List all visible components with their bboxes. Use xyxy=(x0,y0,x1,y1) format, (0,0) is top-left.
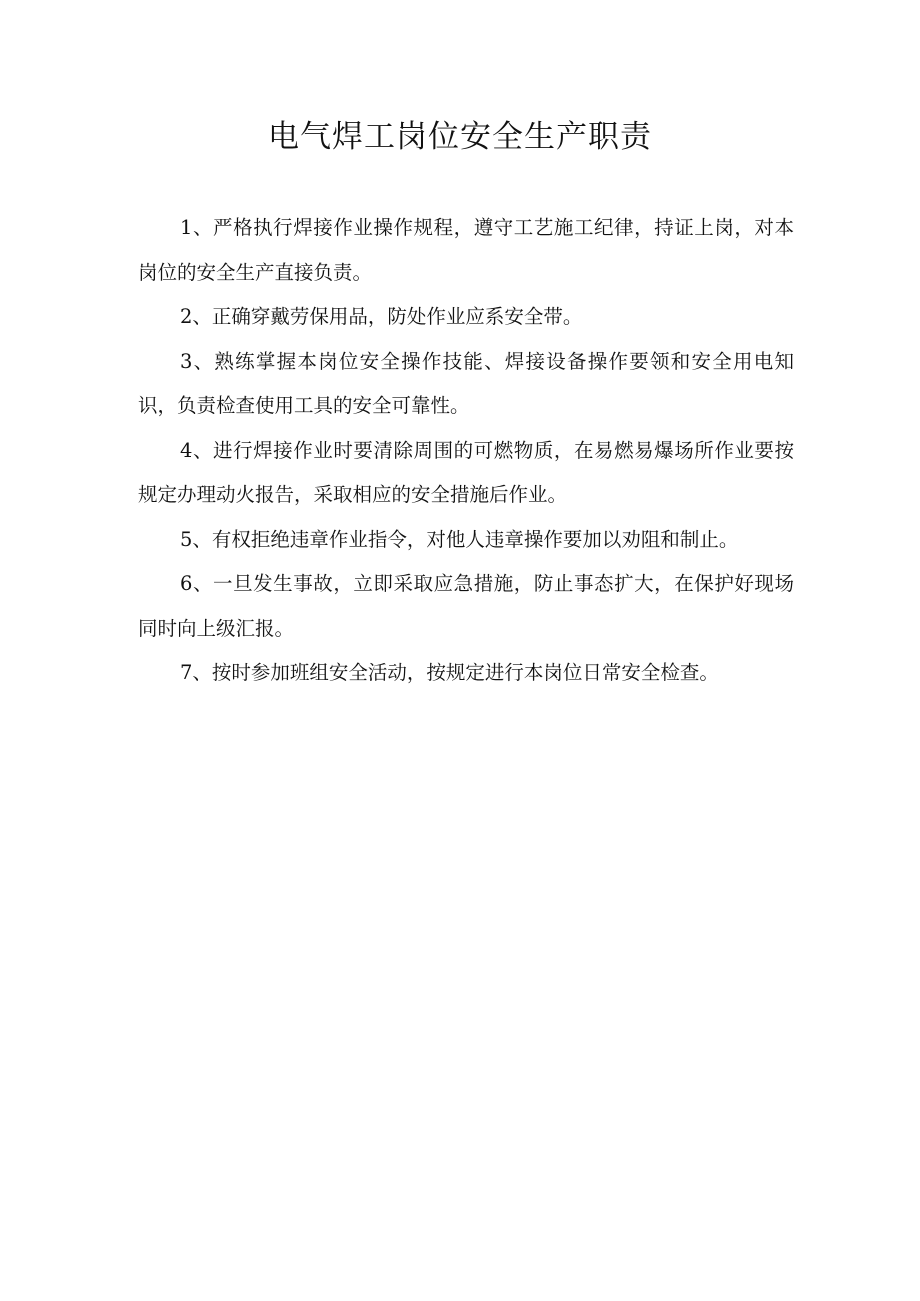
document-body xyxy=(138,206,794,696)
document-title: 电气焊工岗位安全生产职责 xyxy=(268,119,652,155)
duty-item-3: 3、熟练掌握本岗位安全操作技能、焊接设备操作要领和安全用电知识，负责检查使用工具的安全可靠性。 xyxy=(138,349,794,417)
duty-item-5: 5、有权拒绝违章作业指令，对他人违章操作要加以劝阻和制止。 xyxy=(180,527,739,551)
duty-item-4: 4、进行焊接作业时要清除周围的可燃物质，在易燃易爆场所作业要按规定办理动火报告，采取相应的安全措施后作业。 xyxy=(138,438,794,506)
duty-item-6: 6、一旦发生事故，立即采取应急措施，防止事态扩大，在保护好现场同时向上级汇报。 xyxy=(138,572,794,640)
duty-item-1: 1、严格执行焊接作业操作规程，遵守工艺施工纪律，持证上岗，对本岗位的安全生产直接负责。 xyxy=(138,216,794,284)
duty-item-2: 2、正确穿戴劳保用品，防处作业应系安全带。 xyxy=(180,305,583,328)
duty-item-7: 7、按时参加班组安全活动，按规定进行本岗位日常安全检查。 xyxy=(180,661,719,684)
